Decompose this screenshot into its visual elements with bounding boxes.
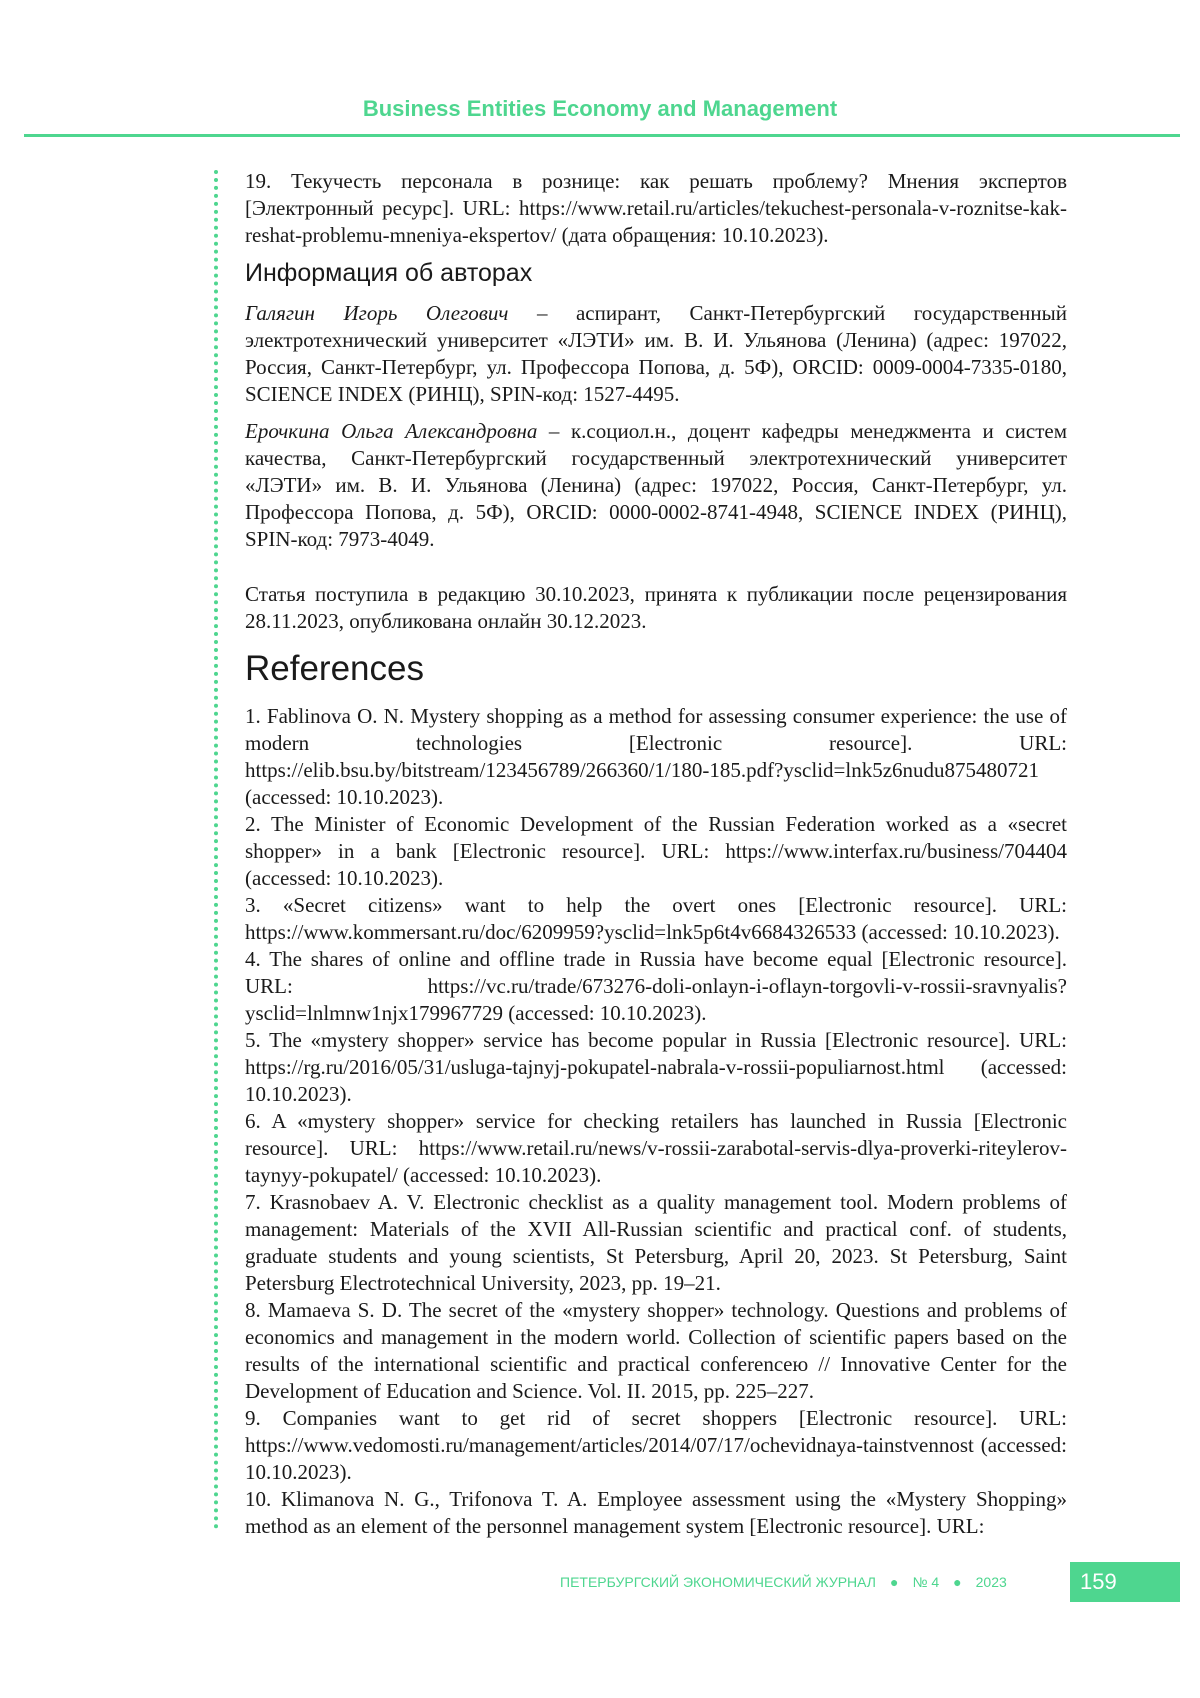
running-header: Business Entities Economy and Management [362,96,838,121]
author-details: – аспирант, Санкт-Петербургский государственный электротехнический университет «ЛЭТИ» им. В. И. Ульянова (Ленина) (адрес: 197022, Россия, Санкт-Петербург, ул. Профессора Попова, д. 5Ф), ORCID: 0009-0004-7335-0180, SCIENCE INDEX (РИНЦ), SPIN-код: 1527-4495. [245,301,1067,406]
author-entry [245,418,1067,553]
reference-item: 4. The shares of online and offline trade in Russia have become equal [Electronic resource]. URL: https://vc.ru/trade/673276-doli-onlayn-i-oflayn-torgovli-v-rossii-sravnyalis?ysclid=lnlmnw1njx179967729 (accessed: 10.10.2023). [245,947,1067,1025]
author-name: Ерочкина Ольга Александровна [245,419,538,443]
bullet-icon: ● [953,1574,962,1590]
issue-number: № 4 [912,1574,940,1590]
reference-item: 5. The «mystery shopper» service has become popular in Russia [Electronic resource]. URL: https://rg.ru/2016/05/31/usluga-tajnyj-pokupatel-nabrala-v-rossii-populiarnost.html (accessed: 10.10.2023). [245,1028,1067,1106]
reference-19: 19. Текучесть персонала в рознице: как решать проблему? Мнения экспертов [Электронный ресурс]. URL: https://www.retail.ru/articles/tekuchest-personala-v-roznitse-kak-reshat-problemu-mneniya-ekspertov/ (дата обращения: 10.10.2023). [245,169,1067,247]
reference-item: 6. A «mystery shopper» service for checking retailers has launched in Russia [Electronic resource]. URL: https://www.retail.ru/news/v-rossii-zarabotal-servis-dlya-proverki-riteylerov-taynyy-pokupatel/ (accessed: 10.10.2023). [245,1109,1067,1187]
header-rule [24,134,1180,137]
reference-item: 7. Krasnobaev A. V. Electronic checklist as a quality management tool. Modern problems of management: Materials of the XVII All-Russian scientific and practical conf. of students, graduate students and young scientists, St Petersburg, April 20, 2023. St Petersburg, Saint Petersburg Electrotechnical University, 2023, pp. 19–21. [245,1190,1067,1295]
journal-footer [560,1562,1007,1602]
reference-item: 1. Fablinova O. N. Mystery shopping as a method for assessing consumer experience: the use of modern technologies [Electronic resource]. URL: https://elib.bsu.by/bitstream/123456789/266360/1/180-185.pdf?ysclid=lnk5z6nudu875480721 (accessed: 10.10.2023). [245,704,1067,809]
reference-item: 10. Klimanova N. G., Trifonova T. A. Employee assessment using the «Mystery Shopping» method as an element of the personnel management system [Electronic resource]. URL: [245,1487,1067,1538]
journal-name: ПЕТЕРБУРГСКИЙ ЭКОНОМИЧЕСКИЙ ЖУРНАЛ [560,1574,876,1590]
page-number: 159 [1070,1562,1180,1602]
author-details: – к.социол.н., доцент кафедры менеджмента и систем качества, Санкт-Петербургский государственный электротехнический университет «ЛЭТИ» им. В. И. Ульянова (Ленина) (адрес: 197022, Россия, Санкт-Петербург, ул. Профессора Попова, д. 5Ф), ORCID: 0000-0002-8741-4948, SCIENCE INDEX (РИНЦ), SPIN-код: 7973-4049. [245,419,1067,551]
author-name: Галягин Игорь Олегович [245,301,509,325]
dotted-margin-line [214,170,218,1530]
reference-item: 3. «Secret citizens» want to help the overt ones [Electronic resource]. URL: https://www.kommersant.ru/doc/6209959?ysclid=lnk5p6t4v6684326533 (accessed: 10.10.2023). [245,893,1067,944]
reference-item: 2. The Minister of Economic Development of the Russian Federation worked as a «secret shopper» in a bank [Electronic resource]. URL: https://www.interfax.ru/business/704404 (accessed: 10.10.2023). [245,812,1067,890]
reference-item: 8. Mamaeva S. D. The secret of the «mystery shopper» technology. Questions and problems of economics and management in the modern world. Collection of scientific papers based on the results of the international scientific and practical conferenceю // Innovative Center for the Development of Education and Science. Vol. II. 2015, pp. 225–227. [245,1298,1067,1403]
reference-item: 9. Companies want to get rid of secret shoppers [Electronic resource]. URL: https://www.vedomosti.ru/management/articles/2014/07/17/ochevidnaya-tainstvennost (accessed: 10.10.2023). [245,1406,1067,1484]
bullet-icon: ● [890,1574,899,1590]
page-content [245,168,1067,1540]
authors-heading: Информация об авторах [245,259,533,287]
author-entry [245,300,1067,408]
article-history: Статья поступила в редакцию 30.10.2023, принята к публикации после рецензирования 28.11.2023, опубликована онлайн 30.12.2023. [245,582,1067,633]
issue-year: 2023 [975,1574,1007,1590]
references-heading: References [245,649,424,688]
